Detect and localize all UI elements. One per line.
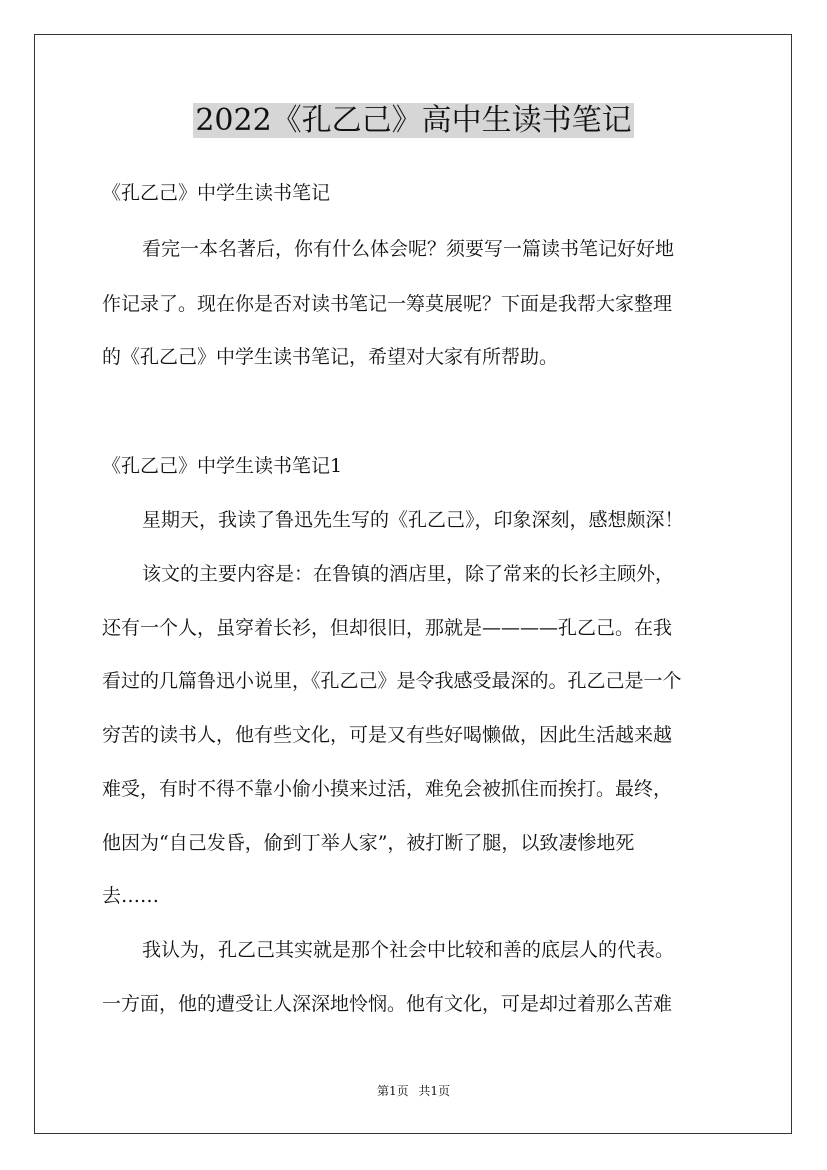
intro-line: 看完一本名著后，你有什么体会呢？须要写一篇读书笔记好好地	[142, 238, 675, 260]
body-line: 还有一个人，虽穿着长衫，但却很旧，那就是————孔乙己。在我	[102, 617, 673, 639]
page-number: 第1页	[376, 1084, 409, 1098]
document-title-text: 2022《孔乙己》高中生读书笔记	[195, 103, 632, 138]
body-line: 难受，有时不得不靠小偷小摸来过活，难免会被抓住而挨打。最终，	[102, 778, 673, 800]
document-title	[0, 98, 827, 144]
body-line: 一方面，他的遭受让人深深地怜悯。他有文化，可是却过着那么苦难	[102, 993, 673, 1015]
body-line: 去……	[102, 885, 160, 907]
body-line: 星期天，我读了鲁迅先生写的《孔乙己》，印象深刻，感想颇深！	[142, 509, 684, 531]
body-line: 我认为，孔乙己其实就是那个社会中比较和善的底层人的代表。	[142, 939, 675, 961]
body-line: 该文的主要内容是：在鲁镇的酒店里，除了常来的长衫主顾外，	[142, 563, 675, 585]
subtitle: 《孔乙己》中学生读书笔记	[102, 182, 331, 204]
page-footer	[0, 1082, 827, 1100]
intro-line: 的《孔乙己》中学生读书笔记，希望对大家有所帮助。	[102, 346, 559, 368]
body-line: 穷苦的读书人，他有些文化，可是又有些好喝懒做，因此生活越来越	[102, 724, 673, 746]
body-line: 他因为“自己发昏，偷到丁举人家”，被打断了腿，以致凄惨地死	[102, 832, 635, 854]
body-line: 看过的几篇鲁迅小说里，《孔乙己》是令我感受最深的。孔乙己是一个	[102, 670, 682, 692]
section-heading: 《孔乙己》中学生读书笔记1	[102, 455, 343, 477]
intro-line: 作记录了。现在你是否对读书笔记一筹莫展呢？下面是我帮大家整理	[102, 293, 673, 315]
page-total: 共1页	[418, 1084, 451, 1098]
